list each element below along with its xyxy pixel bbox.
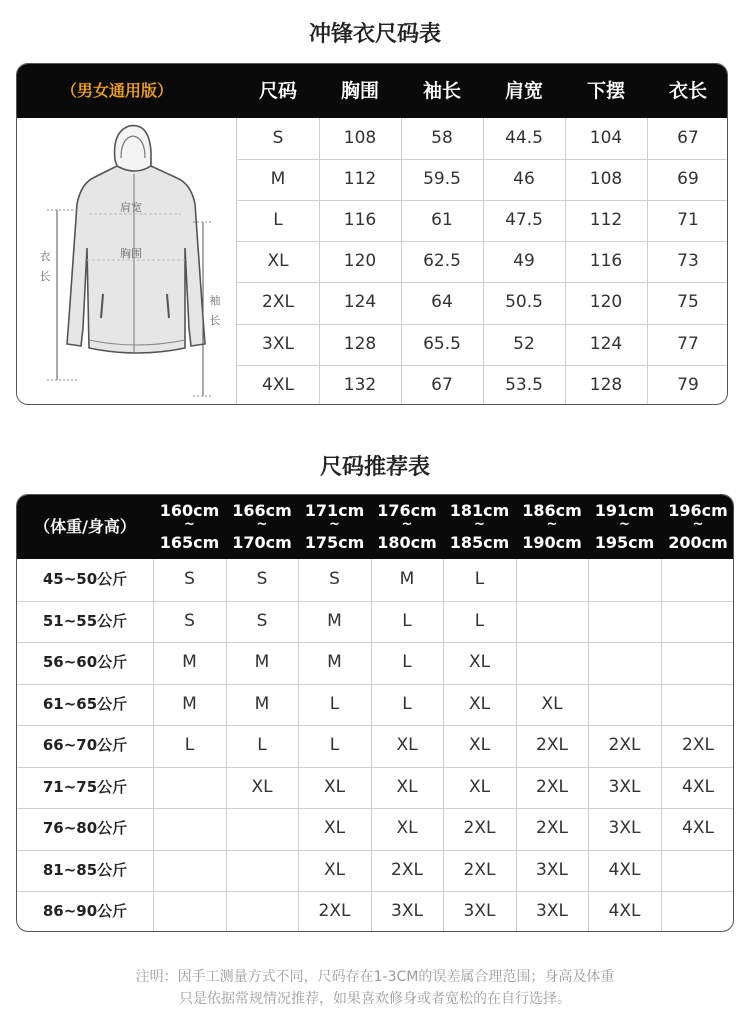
size-value-cell: 67 [431, 374, 453, 395]
size-value-cell: 108 [343, 128, 377, 148]
note-line-1: 注明：因手工测量方式不同，尺码存在1-3CM的误差属合理范围；身高及体重 [135, 969, 615, 985]
size-value-cell: 128 [343, 333, 377, 354]
recommended-size-cell: 2XL [682, 735, 714, 755]
recommended-size-cell: XL [541, 693, 563, 714]
recommended-size-cell: 2XL [536, 818, 568, 838]
height-range-header [371, 495, 443, 559]
recommended-size-cell: L [329, 693, 340, 714]
recommended-size-cell: L [184, 735, 195, 755]
size-value-cell: 64 [431, 292, 453, 313]
height-range-header [661, 495, 734, 559]
size-value-cell: 44.5 [505, 128, 543, 148]
size-value-cell: 116 [589, 251, 623, 272]
size-label-cell: M [270, 169, 286, 190]
sleeve-length-label: 袖长 [209, 294, 221, 327]
recommended-size-cell: L [474, 569, 485, 589]
recommended-size-cell [153, 850, 226, 892]
size-chart-header [17, 64, 728, 118]
recommended-size-cell: XL [323, 776, 346, 797]
recommended-size-cell: S [329, 569, 340, 589]
recommended-size-cell [516, 601, 588, 643]
recommended-size-cell: L [402, 693, 412, 714]
column-divider [371, 559, 372, 932]
note-line-2: 只是依据常规情况推荐，如果喜欢修身或者宽松的在自行选择。 [179, 991, 571, 1007]
recommended-size-cell: 4XL [608, 859, 641, 880]
recommended-size-cell: XL [323, 859, 346, 880]
recommended-size-cell: L [402, 610, 412, 631]
size-value-cell: 59.5 [423, 169, 461, 190]
height-range-to: 190cm [522, 533, 582, 552]
jacket-outline-icon [17, 118, 237, 405]
height-range-to: 165cm [159, 533, 220, 552]
recommended-size-cell: XL [251, 776, 273, 797]
recommended-size-cell [588, 684, 661, 726]
size-value-cell: 67 [677, 128, 699, 148]
recommended-size-cell: 4XL [682, 776, 714, 797]
size-value-cell: 108 [589, 169, 623, 190]
recommended-size-cell: XL [396, 776, 418, 797]
size-label-cell: L [273, 210, 283, 231]
row-divider [17, 767, 734, 768]
recommended-size-cell: 2XL [536, 776, 568, 797]
column-divider [483, 118, 484, 405]
recommend-header [17, 495, 734, 559]
column-divider [226, 559, 227, 932]
height-range-from: 191cm [594, 501, 655, 520]
recommended-size-cell [661, 601, 734, 643]
recommended-size-cell: M [327, 610, 342, 631]
shoulder-label: 肩宽 [120, 201, 142, 214]
height-range-tilde: ~ [546, 517, 558, 532]
size-value-cell: 52 [513, 333, 535, 354]
height-range-from: 196cm [668, 501, 728, 520]
recommended-size-cell: 3XL [608, 818, 641, 838]
recommended-size-cell [588, 559, 661, 601]
height-range-header [153, 495, 226, 559]
column-divider [661, 559, 662, 932]
height-range-from: 166cm [232, 501, 292, 520]
height-range-tilde: ~ [401, 517, 413, 532]
recommended-size-cell: S [184, 569, 195, 589]
recommended-size-cell [661, 559, 734, 601]
recommended-size-cell: L [402, 652, 412, 672]
size-value-cell: 71 [677, 210, 699, 231]
recommended-size-cell: 2XL [463, 818, 496, 838]
row-divider [17, 891, 734, 892]
column-divider [153, 559, 154, 932]
weight-range-label: 66~70公斤 [42, 736, 128, 754]
height-range-to: 180cm [377, 533, 437, 552]
recommended-size-cell: 3XL [608, 776, 641, 797]
size-value-cell: 120 [343, 251, 377, 272]
recommended-size-cell: 3XL [536, 859, 568, 880]
recommended-size-cell: S [184, 610, 195, 631]
height-range-tilde: ~ [619, 517, 630, 532]
row-divider [17, 850, 734, 851]
weight-range-label: 61~65公斤 [42, 694, 128, 713]
jacket-diagram [17, 118, 237, 405]
size-value-cell: 124 [589, 333, 623, 354]
size-value-cell: 132 [343, 374, 377, 395]
recommended-size-cell: L [329, 735, 340, 755]
recommended-size-cell [153, 767, 226, 809]
recommended-size-cell: M [327, 652, 342, 672]
size-chart-header-2: 袖长 [422, 80, 461, 102]
height-range-to: 195cm [594, 533, 655, 552]
size-value-cell: 49 [513, 251, 535, 272]
height-range-tilde: ~ [256, 517, 268, 532]
size-value-cell: 128 [589, 374, 623, 395]
size-value-cell: 79 [677, 374, 699, 395]
weight-range-label: 76~80公斤 [42, 819, 128, 837]
size-chart-header-1: 胸围 [340, 80, 379, 102]
recommended-size-cell [153, 891, 226, 932]
size-value-cell: 104 [589, 128, 623, 148]
weight-range-label: 86~90公斤 [42, 902, 128, 920]
size-value-cell: 77 [677, 333, 699, 354]
height-range-from: 160cm [159, 501, 220, 520]
recommended-size-cell [661, 642, 734, 684]
height-range-tilde: ~ [474, 517, 485, 532]
size-value-cell: 73 [677, 251, 699, 272]
recommended-size-cell [516, 642, 588, 684]
size-value-cell: 62.5 [423, 251, 461, 272]
size-label-cell: XL [267, 251, 289, 272]
size-value-cell: 112 [343, 169, 377, 190]
height-range-from: 186cm [522, 501, 582, 520]
row-divider [17, 808, 734, 809]
column-divider [319, 118, 320, 405]
size-label-cell: 2XL [262, 292, 294, 313]
recommended-size-cell [153, 808, 226, 850]
size-value-cell: 69 [677, 169, 699, 190]
height-range-header [226, 495, 298, 559]
size-value-cell: 53.5 [505, 374, 543, 395]
recommended-size-cell [516, 559, 588, 601]
weight-range-label: 51~55公斤 [42, 611, 128, 630]
row-divider [17, 725, 734, 726]
height-range-to: 200cm [668, 533, 728, 552]
size-value-cell: 116 [343, 210, 377, 231]
recommended-size-cell: M [182, 652, 197, 672]
unisex-badge: （男女通用版） [60, 81, 173, 100]
height-range-tilde: ~ [184, 517, 195, 532]
column-divider [298, 559, 299, 932]
height-range-header [588, 495, 661, 559]
size-value-cell: 58 [431, 128, 453, 148]
column-divider [565, 118, 566, 405]
recommend-title: 尺码推荐表 [319, 455, 430, 480]
height-range-header [298, 495, 371, 559]
height-range-tilde: ~ [329, 517, 340, 532]
column-divider [443, 559, 444, 932]
recommended-size-cell: 4XL [682, 818, 714, 838]
recommended-size-cell: M [182, 693, 197, 714]
size-value-cell: 47.5 [505, 210, 543, 231]
recommended-size-cell: 4XL [608, 901, 641, 921]
recommended-size-cell [661, 684, 734, 726]
column-divider [647, 118, 648, 405]
recommended-size-cell: S [256, 569, 268, 589]
height-range-header [443, 495, 516, 559]
recommended-size-cell: L [257, 735, 267, 755]
body-length-label: 衣长 [39, 250, 51, 283]
recommended-size-cell: M [254, 693, 270, 714]
size-value-cell: 46 [513, 169, 535, 190]
row-divider [17, 642, 734, 643]
size-chart-header-3: 肩宽 [504, 80, 543, 102]
size-value-cell: 112 [589, 210, 623, 231]
size-chart-header-5: 衣长 [668, 80, 707, 102]
recommended-size-cell: XL [323, 818, 346, 838]
recommended-size-cell: XL [396, 818, 418, 838]
recommended-size-cell: 3XL [463, 901, 496, 921]
recommended-size-cell: 2XL [463, 859, 496, 880]
row-divider [17, 601, 734, 602]
height-range-from: 181cm [449, 501, 510, 520]
recommended-size-cell: 2XL [536, 735, 568, 755]
recommended-size-cell: 2XL [391, 859, 423, 880]
recommended-size-cell: XL [468, 652, 491, 672]
recommended-size-cell: M [399, 569, 415, 589]
size-chart-header-0: 尺码 [258, 80, 297, 102]
recommended-size-cell [226, 891, 298, 932]
recommended-size-cell [588, 642, 661, 684]
weight-height-header: （体重/身高） [34, 517, 136, 536]
height-range-to: 170cm [232, 533, 292, 552]
size-label-cell: S [272, 128, 284, 148]
height-range-header [516, 495, 588, 559]
recommended-size-cell: XL [396, 735, 418, 755]
recommended-size-cell: 3XL [536, 901, 568, 921]
size-value-cell: 61 [431, 210, 453, 231]
column-divider [588, 559, 589, 932]
weight-range-label: 45~50公斤 [42, 570, 128, 588]
column-divider [516, 559, 517, 932]
recommended-size-cell [226, 808, 298, 850]
recommended-size-cell: XL [468, 693, 491, 714]
size-label-cell: 3XL [262, 333, 294, 354]
height-range-to: 185cm [449, 533, 510, 552]
size-value-cell: 65.5 [423, 333, 461, 354]
size-chart-table [16, 63, 728, 405]
weight-range-label: 81~85公斤 [42, 860, 128, 879]
recommended-size-cell: L [474, 610, 485, 631]
recommended-size-cell [226, 850, 298, 892]
recommended-size-cell: 2XL [608, 735, 641, 755]
recommended-size-cell: M [254, 652, 270, 672]
size-value-cell: 75 [677, 292, 699, 313]
size-value-cell: 50.5 [505, 292, 543, 313]
recommended-size-cell: S [256, 610, 268, 631]
row-divider [17, 684, 734, 685]
weight-range-label: 71~75公斤 [42, 777, 128, 796]
size-value-cell: 124 [343, 292, 377, 313]
size-chart-header-4: 下摆 [586, 80, 625, 102]
height-range-to: 175cm [304, 533, 365, 552]
weight-range-label: 56~60公斤 [42, 653, 128, 671]
recommended-size-cell: XL [468, 776, 491, 797]
size-recommend-table [16, 494, 734, 932]
height-range-tilde: ~ [692, 517, 704, 532]
height-range-from: 176cm [377, 501, 437, 520]
size-value-cell: 120 [589, 292, 623, 313]
chest-label: 胸围 [120, 247, 142, 260]
recommended-size-cell [588, 601, 661, 643]
recommended-size-cell [661, 850, 734, 892]
height-range-from: 171cm [304, 501, 365, 520]
recommended-size-cell [661, 891, 734, 932]
size-label-cell: 4XL [262, 374, 294, 395]
recommended-size-cell: 2XL [318, 901, 351, 921]
recommended-size-cell: 3XL [391, 901, 423, 921]
column-divider [401, 118, 402, 405]
recommended-size-cell: XL [468, 735, 491, 755]
size-chart-title: 冲锋衣尺码表 [308, 22, 441, 47]
